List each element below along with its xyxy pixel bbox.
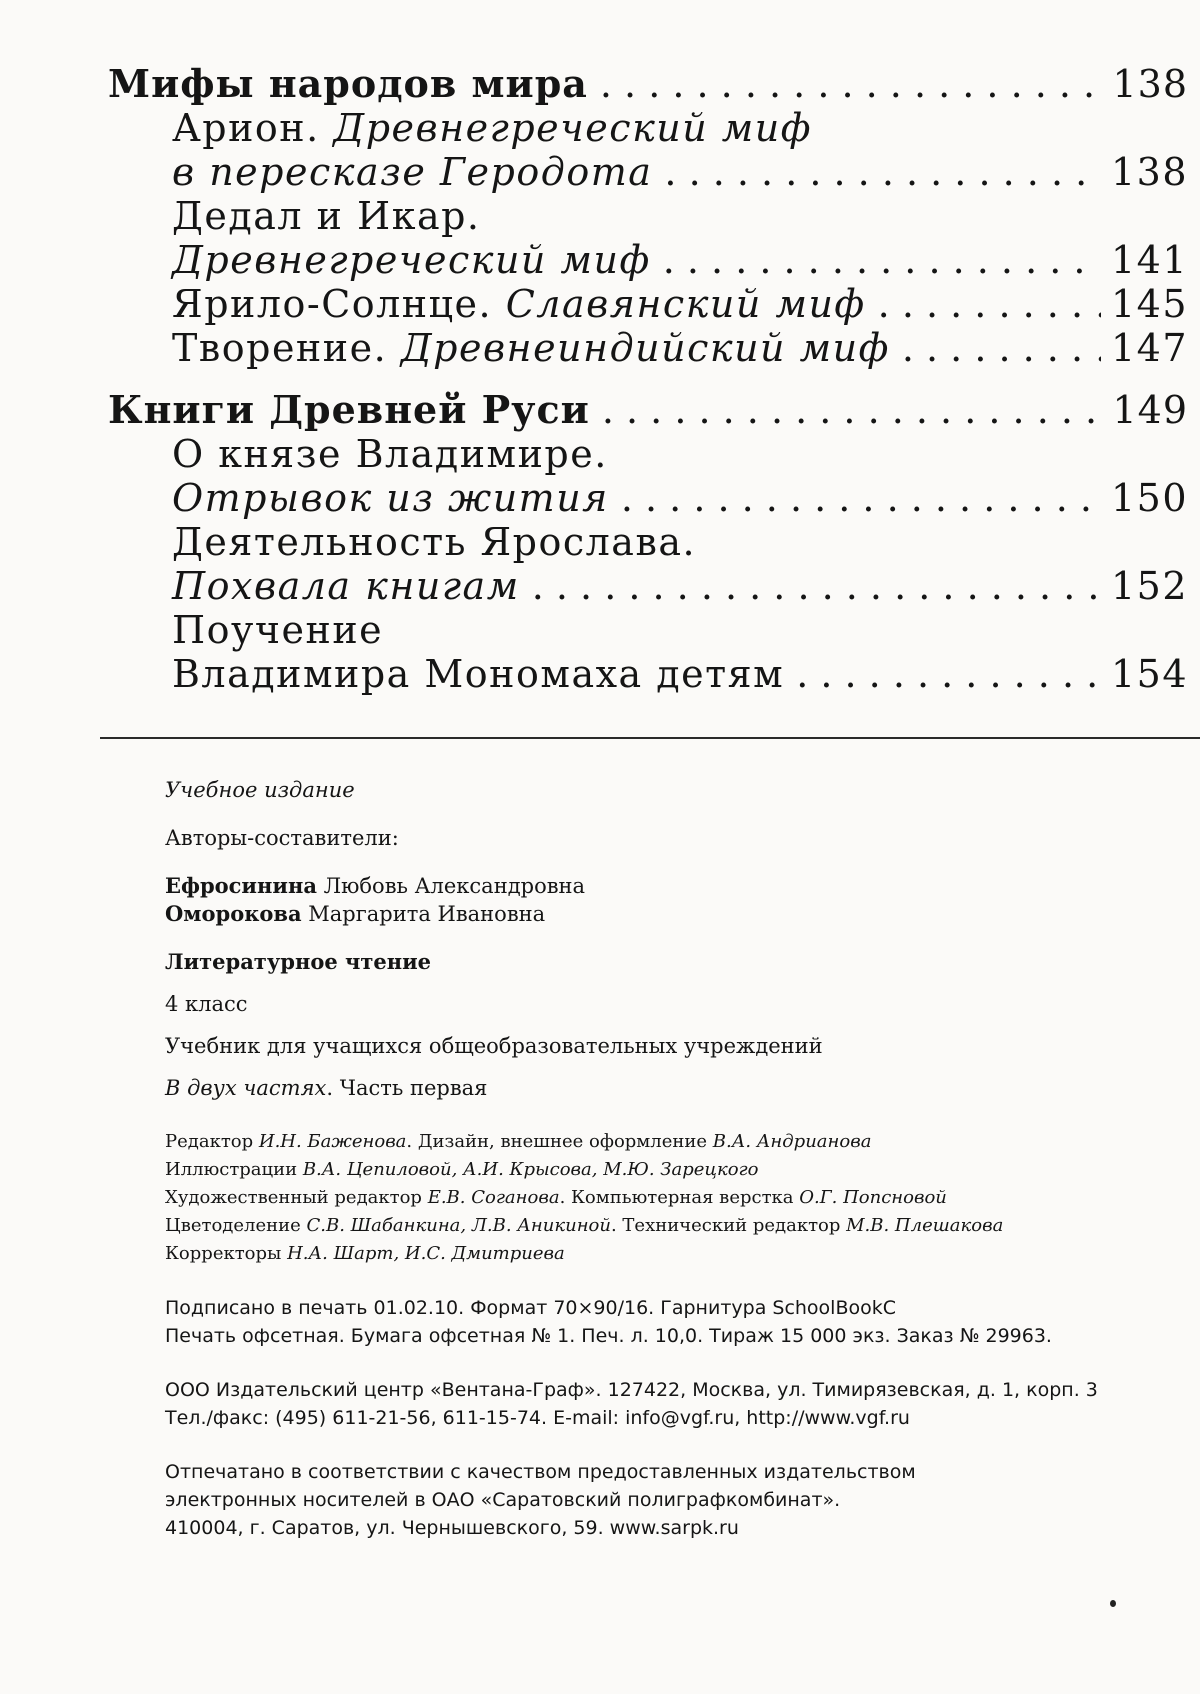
author-1-surname: Ефросинина <box>165 873 317 898</box>
credit-person: В.А. Цепиловой, А.И. Крысова, М.Ю. Зарецкого <box>302 1159 759 1180</box>
leader-dots <box>621 476 1101 520</box>
leader-dots <box>878 282 1101 326</box>
credit-role: Корректоры <box>165 1243 288 1264</box>
toc-title-part: Владимира Мономаха детям <box>172 652 785 696</box>
toc-title <box>172 520 696 564</box>
publisher-info-line: ООО Издательский центр «Вентана-Граф». 127422, Москва, ул. Тимирязевская, д. 1, корп. 3 <box>165 1379 1098 1401</box>
toc-section <box>108 388 1188 432</box>
toc-title <box>172 106 812 150</box>
publisher-info <box>165 1376 1175 1432</box>
credit-person: С.В. Шабанкина, Л.В. Аникиной <box>306 1215 611 1236</box>
toc-entry <box>108 564 1188 608</box>
toc-page-number: 141 <box>1110 238 1188 282</box>
toc-title-italic: Похвала книгам <box>172 564 520 608</box>
divider-line <box>100 737 1200 739</box>
parts-note <box>165 1074 1175 1102</box>
leader-dots <box>600 62 1103 106</box>
toc-title <box>172 476 609 520</box>
credit-role: . Компьютерная верстка <box>559 1187 800 1208</box>
leader-dots <box>602 388 1103 432</box>
toc-entry <box>108 326 1188 370</box>
toc-title-part: Арион. <box>172 106 334 150</box>
toc-title <box>172 282 866 326</box>
toc-title <box>172 326 890 370</box>
toc-page-number: 147 <box>1110 326 1188 370</box>
credit-role: . Технический редактор <box>610 1215 847 1236</box>
toc-title <box>172 652 784 696</box>
toc-entry <box>108 520 1188 564</box>
toc-entry <box>108 150 1188 194</box>
leader-dots <box>902 326 1101 370</box>
toc-entry <box>108 652 1188 696</box>
toc-page-number: 152 <box>1110 564 1188 608</box>
publisher-info-line: Тел./факс: (495) 611-21-56, 611-15-74. E-mail: info@vgf.ru, http://www.vgf.ru <box>165 1407 910 1429</box>
toc-section <box>108 62 1188 106</box>
book-title-text: Литературное чтение <box>165 949 432 974</box>
credit-role: Иллюстрации <box>165 1159 303 1180</box>
credit-role: Художественный редактор <box>165 1187 428 1208</box>
credit-line <box>165 1128 1175 1156</box>
toc-title-part: О князе Владимире. <box>172 432 608 476</box>
toc-page-number: 138 <box>1112 62 1188 106</box>
toc-title-part: Творение. <box>172 326 401 370</box>
printer-info-line: 410004, г. Саратов, ул. Чернышевского, 59. www.sarpk.ru <box>165 1517 739 1539</box>
printer-info-line: Отпечатано в соответствии с качеством предоставленных издательством <box>165 1461 916 1483</box>
book-title <box>165 948 1175 976</box>
credit-person: И.Н. Баженова <box>258 1131 407 1152</box>
toc-page-number: 149 <box>1112 388 1188 432</box>
toc-title-part: Деятельность Ярослава. <box>172 520 697 564</box>
toc-entry <box>108 432 1188 476</box>
toc-title-italic: в пересказе Геродота <box>172 150 653 194</box>
author-1 <box>165 872 1175 900</box>
toc-entry <box>108 106 1188 150</box>
printer-info <box>165 1458 1175 1542</box>
toc-title: Мифы народов мира <box>108 61 588 106</box>
toc-entry <box>108 476 1188 520</box>
credit-line <box>165 1184 1175 1212</box>
credit-person: О.Г. Попсновой <box>799 1187 947 1208</box>
toc-title-part: Ярило-Солнце. <box>172 282 506 326</box>
print-speck <box>1110 1600 1116 1607</box>
credits <box>165 1128 1175 1268</box>
author-1-name: Любовь Александровна <box>316 874 586 898</box>
imprint-block <box>165 776 1175 1542</box>
credit-line <box>165 1156 1175 1184</box>
credit-line <box>165 1212 1175 1240</box>
toc-title-italic: Отрывок из жития <box>172 476 609 520</box>
edition-type: Учебное издание <box>165 778 355 802</box>
author-2-name: Маргарита Ивановна <box>301 902 546 926</box>
printer-info-line: электронных носителей в ОАО «Саратовский полиграфкомбинат». <box>165 1489 841 1511</box>
print-info-line: Печать офсетная. Бумага офсетная № 1. Печ. л. 10,0. Тираж 15 000 экз. Заказ № 29963. <box>165 1325 1052 1347</box>
authors-label: Авторы-составители: <box>165 826 399 850</box>
toc-title-italic: Древнегреческий миф <box>333 106 813 150</box>
leader-dots <box>796 652 1101 696</box>
toc-title-italic: Славянский миф <box>505 282 866 326</box>
toc-entry <box>108 608 1188 652</box>
print-info-line: Подписано в печать 01.02.10. Формат 70×90/16. Гарнитура SchoolBookC <box>165 1297 897 1319</box>
toc-title: Книги Древней Руси <box>108 387 590 432</box>
toc-title-italic: Древнегреческий миф <box>172 238 651 282</box>
parts-note-italic: В двух частях <box>165 1076 327 1100</box>
table-of-contents <box>108 62 1188 696</box>
toc-title-part: Дедал и Икар. <box>172 194 481 238</box>
toc-entry <box>108 238 1188 282</box>
toc-entry <box>108 282 1188 326</box>
toc-page-number: 150 <box>1110 476 1188 520</box>
credit-line <box>165 1240 1175 1268</box>
toc-page-number: 145 <box>1110 282 1188 326</box>
credit-role: Редактор <box>165 1131 259 1152</box>
credit-person: В.А. Андрианова <box>712 1131 872 1152</box>
credit-role: . Дизайн, внешнее оформление <box>406 1131 713 1152</box>
leader-dots <box>532 564 1101 608</box>
toc-title-part: Поучение <box>172 608 384 652</box>
parts-note-rest: . Часть первая <box>326 1076 488 1100</box>
toc-title <box>172 608 383 652</box>
leader-dots <box>664 150 1101 194</box>
toc-page-number: 154 <box>1110 652 1188 696</box>
toc-title <box>172 150 652 194</box>
credit-person: М.В. Плешакова <box>846 1215 1004 1236</box>
toc-entry <box>108 194 1188 238</box>
toc-title <box>172 432 608 476</box>
leader-dots <box>663 238 1101 282</box>
credit-role: Цветоделение <box>165 1215 307 1236</box>
subtitle: Учебник для учащихся общеобразовательных учреждений <box>165 1034 823 1058</box>
credit-person: Н.А. Шарт, И.С. Дмитриева <box>287 1243 565 1264</box>
grade: 4 класс <box>165 992 248 1016</box>
print-info <box>165 1294 1175 1350</box>
toc-title <box>172 564 520 608</box>
author-2-surname: Оморокова <box>165 901 302 926</box>
author-2 <box>165 900 1175 928</box>
credit-person: Е.В. Соганова <box>427 1187 560 1208</box>
toc-title <box>172 238 651 282</box>
toc-page-number: 138 <box>1110 150 1188 194</box>
toc-title <box>172 194 481 238</box>
toc-title-italic: Древнеиндийский миф <box>400 326 890 370</box>
